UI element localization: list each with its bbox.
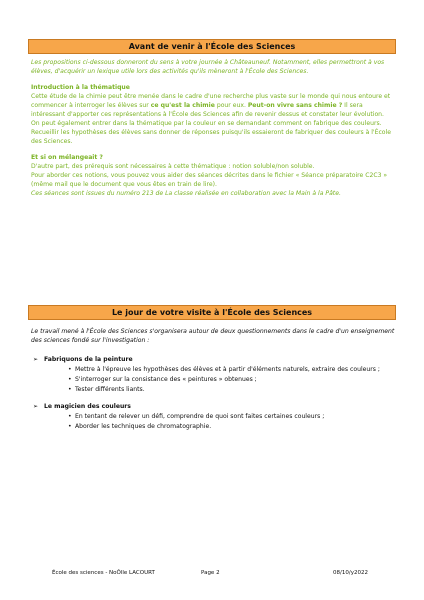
section-banner-before-visit (28, 39, 396, 54)
activity-group-magician (31, 402, 397, 431)
section-banner-visit-day (28, 305, 396, 320)
color-paragraph: On peut également entrer dans la thématique par la couleur en se demandant comment on fabrique des couleurs. Recueillir les hypothèses des élèves sans donner de réponses puisqu'ils essaieront de fabriquer des couleurs à l'École des Sciences. (31, 120, 391, 145)
mix-paragraph-3: Ces séances sont issues du numéro 213 de La classe réalisée en collaboration avec la Main à la Pâte. (31, 190, 341, 197)
section-before-visit-body (31, 58, 397, 198)
list-item: • En tentant de relever un défi, comprendre de quoi sont faites certaines couleurs ; (68, 412, 397, 421)
arrow-bullet-icon: ➢ (33, 356, 39, 363)
text-run-bold: ce qu'est la chimie (150, 102, 215, 109)
list-item: • Mettre à l'épreuve les hypothèses des élèves et à partir d'éléments naturels, extraire des couleurs ; (68, 365, 397, 374)
section-visit-day-body (31, 327, 397, 432)
footer-page-number: Page 2 (201, 570, 220, 576)
footer-date: 08/10/y2022 (333, 570, 368, 576)
mix-paragraph-2: Pour aborder ces notions, vous pouvez vous aider des séances décrites dans le fichier « Séance préparatoire C2C3 » (même mail que le document que vous êtes en train de lire). (31, 172, 388, 188)
list-item: • S'interroger sur la consistance des « peintures » obtenues ; (68, 375, 397, 384)
list-item: • Aborder les techniques de chromatographie. (68, 422, 397, 431)
text-run: Il sera intéressant d'apporter ces représentations à l'École des Sciences afin de revenir dessus et constater leur évolution. (31, 102, 384, 118)
mix-paragraph-1: D'autre part, des prérequis sont nécessaires à cette thématique : notion soluble/non soluble. (31, 163, 315, 170)
footer-author: École des sciences - NoÔlle LACOURT (52, 570, 155, 576)
text-run: Cette étude de la chimie peut être menée dans le cadre d'une recherche plus vaste sur le monde qui nous entoure et commencer à interroger les élèves sur (31, 93, 391, 109)
activity-title: Fabriquons de la peinture (44, 356, 133, 363)
activity-group-paint (31, 355, 397, 394)
heading-introduction: Introduction à la thématique (31, 84, 130, 91)
activity-items (44, 365, 397, 394)
arrow-bullet-icon: ➢ (33, 403, 39, 410)
section-title: Le jour de votre visite à l'École des Sciences (111, 308, 313, 317)
page-footer (0, 569, 424, 579)
activity-list (31, 355, 397, 431)
activity-title: Le magicien des couleurs (44, 403, 131, 410)
text-run-bold: Peut-on vivre sans chimie ? (247, 102, 343, 109)
heading-mix: Et si on mélangeait ? (31, 154, 103, 161)
list-item: • Tester différents liants. (68, 385, 397, 394)
section-title: Avant de venir à l'École des Sciences (128, 42, 296, 51)
intro-theme-paragraph (31, 92, 397, 119)
text-run: pour eux. (214, 102, 248, 109)
visit-intro-paragraph: Le travail mené à l'École des Sciences s'organisera autour de deux questionnements dans le cadre d'un enseignement des sciences fondé sur l'investigation : (31, 328, 395, 344)
activity-items (44, 412, 397, 431)
intro-paragraph: Les propositions ci-dessous donneront du sens à votre journée à Châteauneuf. Notamment, elles permettront à vos élèves, d'acquérir un lexique utile lors des activités qu'ils mèneront à l'École des Sciences. (31, 59, 385, 75)
